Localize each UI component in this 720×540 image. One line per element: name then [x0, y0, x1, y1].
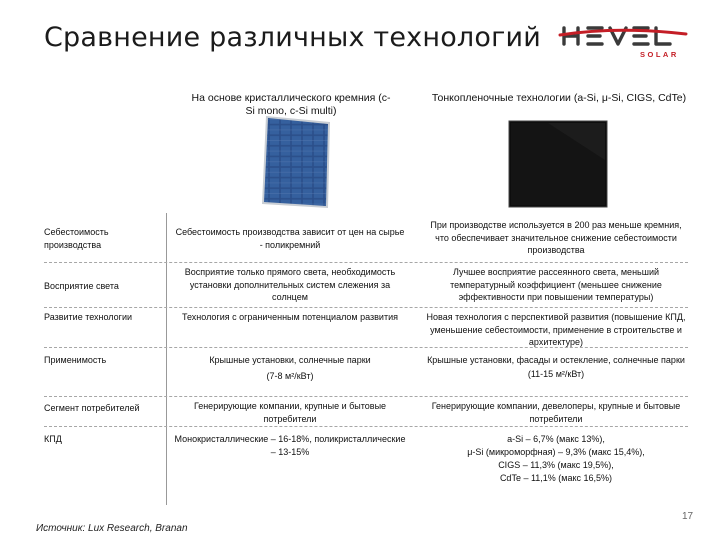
row-label: Себестоимость производства — [44, 227, 109, 250]
thinfilm-area: (11-15 м²/кВт) — [527, 368, 585, 379]
thinfilm-cell: Генерирующие компании, девелоперы, крупные и бытовые потребители — [431, 401, 681, 424]
crystalline-cell: Восприятие только прямого света, необходимость установки дополнительных систем слежения за солнцем — [184, 267, 396, 302]
thinfilm-text: Крышные установки, фасады и остекление, солнечные парки — [427, 355, 685, 365]
crystalline-cell — [174, 354, 406, 382]
logo-sub-text: SOLAR — [640, 50, 679, 59]
thinfilm-cell — [424, 354, 688, 380]
crystalline-area: (7-8 м²/кВт) — [266, 370, 314, 381]
thinfilm-cell: Лучшее восприятие рассеянного света, меньший температурный коэффициент (меньшее снижение эффективности при повышении температуры) — [450, 267, 662, 302]
source-note: Источник: Lux Research, Branan — [36, 523, 188, 534]
table-row — [44, 426, 688, 489]
thinfilm-panel-image — [508, 120, 608, 208]
hevel-solar-logo — [558, 20, 694, 60]
table-row — [44, 216, 688, 258]
crystalline-text: Крышные установки, солнечные парки — [209, 355, 371, 365]
crystalline-panel-image — [258, 114, 336, 210]
crystalline-cell: Монокристаллические – 16-18%, поликристаллические – 13-15% — [174, 434, 406, 457]
column-header-crystalline: На основе кристаллического кремния (c-Si mono, c-Si multi) — [191, 92, 391, 117]
page-title: Сравнение различных технологий — [44, 22, 541, 53]
table-row — [44, 307, 688, 350]
crystalline-cell: Генерирующие компании, крупные и бытовые потребители — [193, 401, 387, 424]
thinfilm-cell — [424, 433, 688, 485]
row-label: КПД — [44, 434, 62, 444]
crystalline-cell: Себестоимость производства зависит от цен на сырье - поликремний — [175, 227, 405, 250]
crystalline-cell: Технология с ограниченным потенциалом развития — [182, 312, 398, 322]
table-row — [44, 347, 688, 398]
table-row — [44, 262, 688, 307]
thinfilm-cell: Новая технология с перспективой развития (повышение КПД, уменьшение себестоимости, применение в строительстве и архитектуре) — [426, 312, 686, 347]
row-label: Сегмент потребителей — [44, 403, 140, 413]
efficiency-line: CIGS – 11,3% (макс 19,5%), — [498, 460, 614, 470]
efficiency-line: a-Si – 6,7% (макс 13%), — [507, 434, 605, 444]
efficiency-line: μ-Si (микроморфная) – 9,3% (макс 15,4%), — [467, 447, 645, 457]
table-row — [44, 396, 688, 427]
row-label: Развитие технологии — [44, 312, 133, 322]
thinfilm-cell: При производстве используется в 200 раз меньше кремния, что обеспечивает значительное снижение себестоимости производства — [430, 220, 682, 255]
page-number: 17 — [682, 511, 694, 522]
column-header-thinfilm: Тонкопленочные технологии (a-Si, μ-Si, CIGS, CdTe) — [431, 92, 687, 104]
row-label: Применимость — [44, 355, 107, 365]
row-label: Восприятие света — [44, 281, 119, 291]
efficiency-line: CdTe – 11,1% (макс 16,5%) — [499, 473, 613, 483]
